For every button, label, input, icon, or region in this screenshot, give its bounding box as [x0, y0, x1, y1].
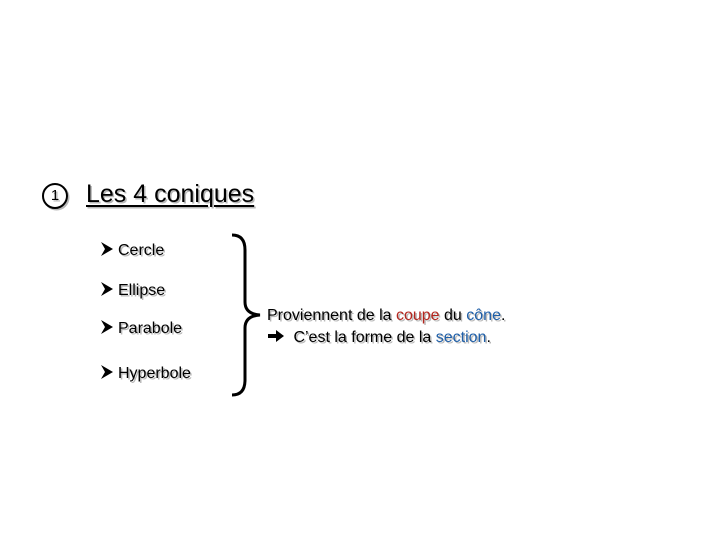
description [267, 305, 505, 349]
chevron-right-icon [100, 281, 114, 297]
list-item [100, 240, 164, 262]
list-item-label: Parabole [118, 320, 183, 337]
highlight-cone: cône [466, 307, 501, 324]
title-text: Les 4 coniques [86, 180, 255, 208]
list-item-label: Hyperbole [118, 365, 191, 382]
description-line-2: C’est la forme de la section. [267, 327, 505, 349]
arrow-right-icon [267, 329, 285, 343]
list-item-label: Ellipse [118, 282, 166, 299]
list-item [100, 280, 165, 302]
highlight-coupe: coupe [395, 307, 440, 324]
list-item [100, 318, 182, 340]
list-item [100, 363, 191, 385]
description-line-1: Proviennent de la coupe du cône. [267, 307, 506, 324]
chevron-right-icon [100, 364, 114, 380]
list-item-label: Cercle [118, 242, 165, 259]
chevron-right-icon [100, 319, 114, 335]
circled-number-icon: 1 [42, 183, 68, 209]
right-brace-icon [215, 232, 275, 398]
highlight-section: section [435, 329, 487, 346]
chevron-right-icon [100, 241, 114, 257]
slide-title [42, 178, 254, 210]
